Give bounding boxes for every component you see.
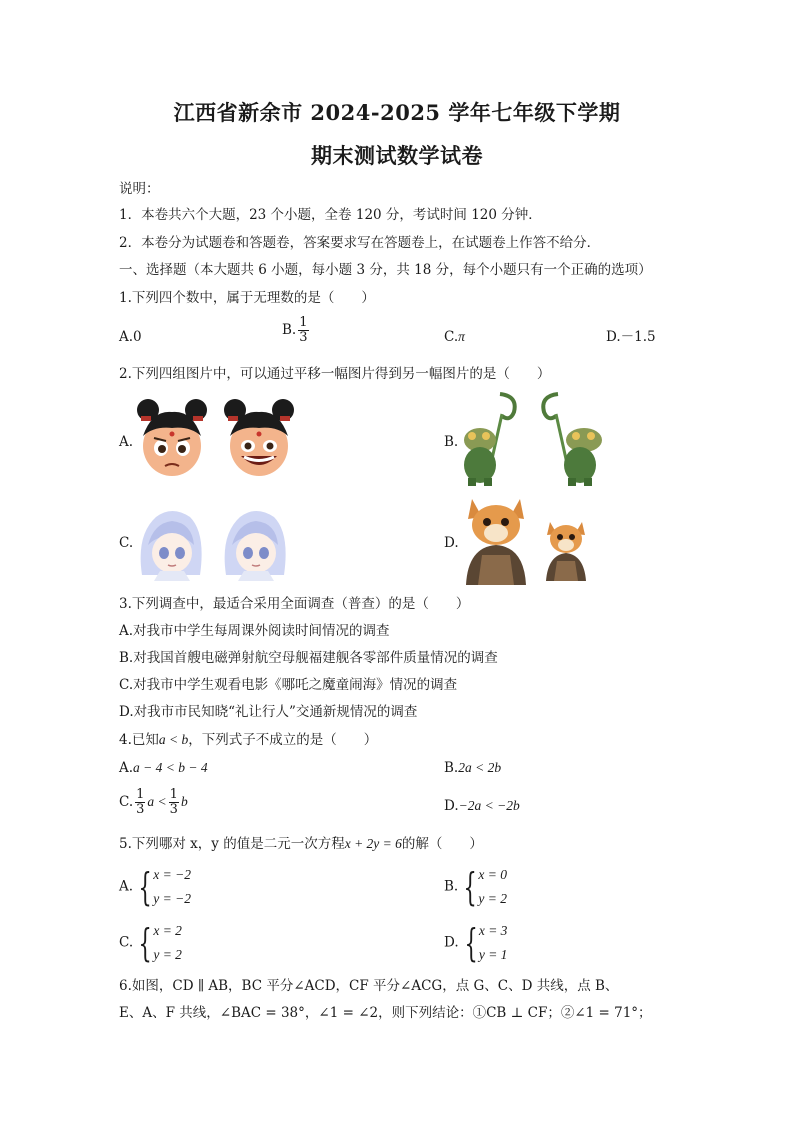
q1-b-denominator: 3 bbox=[299, 330, 308, 345]
q4-stem-post: ，下列式子不成立的是（ ） bbox=[188, 732, 378, 748]
q5-a-brace: { bbox=[138, 865, 152, 909]
q2-option-b-label: B. bbox=[444, 434, 459, 450]
q6-line-1: 6.如图，CD ∥ AB，BC 平分∠ACD，CF 平分∠ACG，点 G、C、D 共线，点 B、 bbox=[119, 978, 619, 994]
q5-d-x: x = 3 bbox=[478, 923, 508, 938]
q4-c-end: b bbox=[180, 794, 188, 809]
q4-option-b-math: 2a < 2b bbox=[458, 760, 502, 775]
q2-d-picture-right bbox=[541, 519, 591, 581]
q4-stem-pre: 4.已知 bbox=[119, 732, 159, 748]
q2-a-picture-left bbox=[132, 396, 212, 480]
q4-option-b bbox=[444, 759, 501, 777]
q5-option-d-label: D. bbox=[444, 934, 459, 951]
q4-option-a-label: A. bbox=[119, 760, 134, 776]
q5-c-x: x = 2 bbox=[153, 923, 182, 938]
q5-a-x: x = −2 bbox=[153, 867, 191, 882]
q5-a-y: y = −2 bbox=[153, 891, 191, 906]
q1-stem: 1.下列四个数中，属于无理数的是（ ） bbox=[119, 290, 375, 306]
q2-option-d-label: D. bbox=[444, 535, 459, 551]
q3-option-c: C.对我市中学生观看电影《哪吒之魔童闹海》情况的调查 bbox=[119, 677, 458, 693]
q4-stem-math: a < b bbox=[158, 732, 189, 747]
q4-option-c-label: C. bbox=[119, 794, 134, 810]
q1-option-c-value: π bbox=[458, 329, 465, 344]
q4-c-den2: 3 bbox=[169, 802, 178, 817]
q4-option-a-math: a − 4 < b − 4 bbox=[133, 760, 208, 775]
q5-stem-pre: 5.下列哪对 x，y 的值是二元一次方程 bbox=[119, 836, 345, 852]
q2-option-a-label: A. bbox=[119, 434, 134, 450]
q5-option-a bbox=[119, 863, 191, 911]
exam-title-line1: 江西省新余市 2024-2025 学年七年级下学期 bbox=[173, 100, 621, 125]
q5-d-brace: { bbox=[464, 921, 478, 965]
q4-c-mid: a < bbox=[147, 794, 167, 809]
q5-option-a-label: A. bbox=[119, 878, 134, 895]
q2-option-c-label: C. bbox=[119, 535, 134, 551]
q5-d-y: y = 1 bbox=[478, 947, 508, 962]
q5-option-c bbox=[119, 919, 182, 967]
q5-option-c-label: C. bbox=[119, 934, 134, 951]
q5-d-system bbox=[479, 919, 508, 967]
q4-c-num1: 1 bbox=[136, 787, 145, 802]
q4-option-b-label: B. bbox=[444, 760, 459, 776]
q1-option-c bbox=[444, 328, 465, 346]
q5-c-system bbox=[153, 919, 182, 967]
q3-option-b: B.对我国首艘电磁弹射航空母舰福建舰各零部件质量情况的调查 bbox=[119, 650, 498, 666]
q5-option-d bbox=[444, 919, 507, 967]
section-1-heading: 一、选择题（本大题共 6 小题，每小题 3 分，共 18 分，每个小题只有一个正确的选项） bbox=[119, 262, 652, 278]
q5-stem-post: 的解（ ） bbox=[401, 836, 483, 852]
q4-c-fraction-2 bbox=[169, 788, 179, 817]
q4-c-fraction-1 bbox=[135, 788, 145, 817]
q4-c-den1: 3 bbox=[136, 802, 145, 817]
exam-title-line2: 期末测试数学试卷 bbox=[311, 143, 483, 168]
q5-b-y: y = 2 bbox=[478, 891, 508, 906]
q3-option-d: D.对我市市民知晓“礼让行人”交通新规情况的调查 bbox=[119, 704, 418, 720]
note-1: 1．本卷共六个大题，23 个小题，全卷 120 分，考试时间 120 分钟． bbox=[119, 207, 542, 223]
q5-option-b-label: B. bbox=[444, 878, 459, 895]
q5-b-system bbox=[478, 863, 507, 911]
q5-c-brace: { bbox=[138, 921, 152, 965]
q2-b-picture-left bbox=[456, 390, 526, 490]
note-2: 2．本卷分为试题卷和答题卷，答案要求写在答题卷上，在试题卷上作答不给分． bbox=[119, 235, 601, 251]
q1-b-numerator: 1 bbox=[299, 315, 308, 330]
q5-b-brace: { bbox=[463, 865, 477, 909]
q4-option-c bbox=[119, 788, 188, 817]
q1-option-b-label: B. bbox=[282, 322, 297, 338]
q2-b-picture-right bbox=[534, 390, 610, 490]
q1-option-a: A.0 bbox=[119, 329, 142, 345]
q4-option-d bbox=[444, 797, 520, 815]
q4-option-a bbox=[119, 759, 208, 777]
q6-line-2: E、A、F 共线，∠BAC = 38°，∠1 = ∠2，则下列结论：①CB ⊥ CF；②∠1 = 71°； bbox=[119, 1005, 652, 1021]
q5-b-x: x = 0 bbox=[478, 867, 508, 882]
q4-option-d-math: −2a < −2b bbox=[458, 798, 520, 813]
q1-option-d: D.－1.5 bbox=[606, 329, 656, 345]
q5-a-system bbox=[153, 863, 191, 911]
q4-option-d-label: D. bbox=[444, 798, 459, 814]
q1-option-c-label: C. bbox=[444, 329, 459, 345]
q4-stem bbox=[119, 731, 377, 749]
q3-stem: 3.下列调查中，最适合采用全面调查（普查）的是（ ） bbox=[119, 596, 470, 612]
q2-stem: 2.下列四组图片中，可以通过平移一幅图片得到另一幅图片的是（ ） bbox=[119, 366, 551, 382]
q5-stem bbox=[119, 835, 483, 853]
q1-option-b-fraction bbox=[298, 316, 308, 345]
q5-stem-math: x + 2y = 6 bbox=[344, 836, 402, 851]
q2-c-picture-left bbox=[134, 505, 208, 581]
q2-a-picture-right bbox=[219, 396, 299, 480]
q4-c-num2: 1 bbox=[169, 787, 178, 802]
notes-heading: 说明： bbox=[119, 181, 160, 197]
q2-c-picture-right bbox=[218, 505, 292, 581]
q2-d-picture-left bbox=[458, 495, 534, 585]
q3-option-a: A.对我市中学生每周课外阅读时间情况的调查 bbox=[119, 623, 390, 639]
q1-option-b bbox=[282, 316, 311, 345]
q5-option-b bbox=[444, 863, 507, 911]
q5-c-y: y = 2 bbox=[153, 947, 182, 962]
